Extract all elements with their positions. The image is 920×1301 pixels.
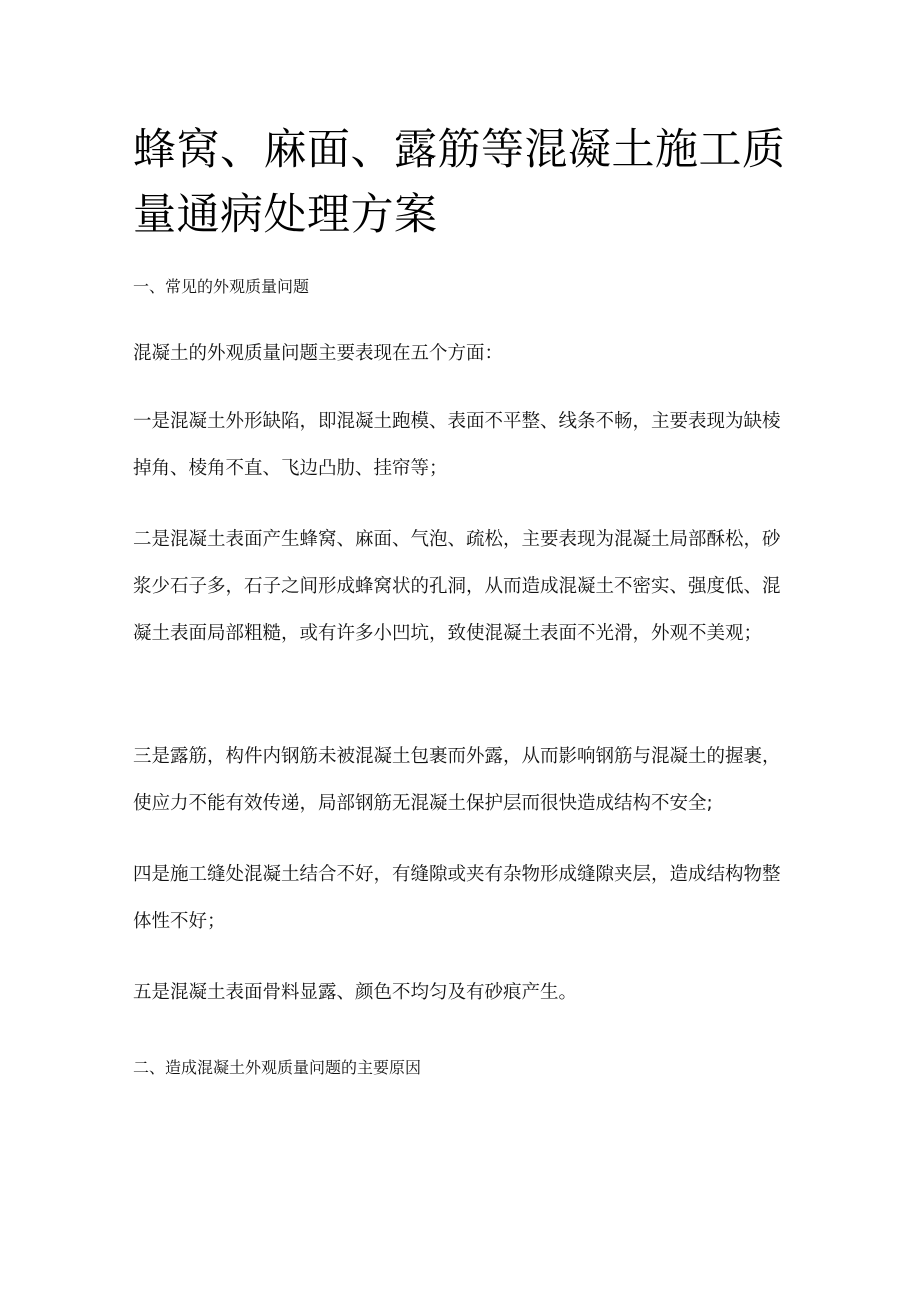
paragraph-item-3: 三是露筋，构件内钢筋未被混凝土包裹而外露，从而影响钢筋与混凝土的握裹，使应力不能有效传递，局部钢筋无混凝土保护层而很快造成结构不安全; [133,746,781,814]
section-heading-1: 一、常见的外观质量问题 [133,277,310,296]
document-title: 蜂窝、麻面、露筋等混凝土施工质量通病处理方案 [133,125,786,240]
paragraph-item-2: 二是混凝土表面产生蜂窝、麻面、气泡、疏松，主要表现为混凝土局部酥松，砂浆少石子多，石子之间形成蜂窝状的孔洞，从而造成混凝土不密实、强度低、混凝土表面局部粗糙，或有许多小凹坑，致使混凝土表面不光滑，外观不美观； [133,529,781,644]
paragraph-intro: 混凝土的外观质量问题主要表现在五个方面： [133,343,504,364]
paragraph-item-5: 五是混凝土表面骨料显露、颜色不均匀及有砂痕产生。 [133,982,578,1003]
section-heading-2: 二、造成混凝土外观质量问题的主要原因 [133,1058,422,1077]
paragraph-item-4: 四是施工缝处混凝土结合不好，有缝隙或夹有杂物形成缝隙夹层，造成结构物整体性不好； [133,864,781,932]
paragraph-item-1: 一是混凝土外形缺陷，即混凝土跑模、表面不平整、线条不畅，主要表现为缺棱掉角、棱角不直、飞边凸肋、挂帘等； [133,411,781,479]
